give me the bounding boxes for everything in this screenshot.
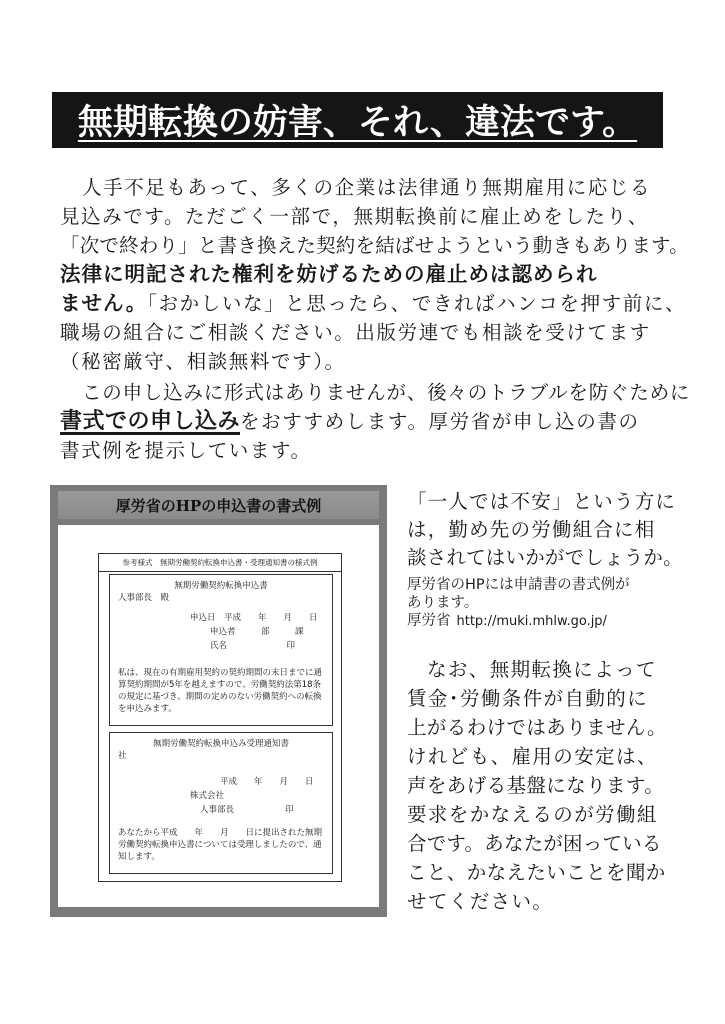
application-to: 人事部長 殿 xyxy=(118,593,170,603)
apply-paragraph xyxy=(60,378,691,465)
application-name: 氏名 印 xyxy=(210,641,296,651)
mhlw-label: 厚労省 xyxy=(407,613,451,629)
mhlw-url-link[interactable]: http://muki.mhlw.go.jp/ xyxy=(456,614,607,629)
intro-line: 「次で終わり」と書き換えた契約を結ばせようという動きもあります。 xyxy=(60,234,689,257)
intro-bold-line: 法律に明記された権利を妨げるための雇止めは認められ xyxy=(60,262,598,286)
page-title: 無期転換の妨害、それ、違法です。 xyxy=(77,102,638,143)
union-line: せてください。 xyxy=(407,890,554,913)
union-line: なお、無期転換によって xyxy=(427,658,657,681)
union-line: 賃金･労働条件が自動的に xyxy=(407,687,649,710)
notice-date: 平成 年 月 日 xyxy=(220,777,314,787)
title-banner xyxy=(52,92,663,148)
intro-line: （秘密厳守、相談無料です）。 xyxy=(60,350,346,373)
intro-line: 見込みです。ただごく一部で，無期転換前に雇止めをしたり、 xyxy=(60,205,649,228)
intro-line: 「おかしいな」と思ったら、できればハンコを押す前に、 xyxy=(147,292,687,315)
intro-bold-line: ません。 xyxy=(60,291,148,315)
intro-line: 職場の組合にご相談ください。出版労連でも相談を受けてます xyxy=(60,321,651,344)
notice-body: あなたから平成 年 月 日に提出された無期労働契約転換申込書については受理しましたので、通知します。 xyxy=(118,828,323,862)
apply-line: をおすすめします。厚労省が申し込の書の xyxy=(240,410,640,433)
sample-form xyxy=(98,553,342,882)
notice-manager: 人事部長 印 xyxy=(200,805,294,815)
union-line: 上がるわけではありません。 xyxy=(407,716,667,739)
consult-line: 「一人では不安」という方に xyxy=(407,490,677,513)
notice-company: 株式会社 xyxy=(190,791,225,801)
union-line: けれども、雇用の安定は、 xyxy=(407,745,658,768)
intro-line: 人手不足もあって、多くの企業は法律通り無期雇用に応じる xyxy=(82,176,652,199)
union-line: 声をあげる基盤になります。 xyxy=(407,774,665,797)
notice-form xyxy=(109,732,333,874)
application-form xyxy=(109,574,333,726)
application-date: 申込日 平成 年 月 日 xyxy=(190,613,318,623)
mhlw-note xyxy=(407,576,672,631)
application-title: 無期労働契約転換申込書 xyxy=(174,581,268,591)
apply-emphasis: 書式での申し込み xyxy=(60,409,241,434)
union-line: こと、かなえたいことを聞か xyxy=(407,861,666,884)
form-sample-panel xyxy=(50,485,387,917)
consult-text xyxy=(407,488,683,572)
union-line: 要求をかなえるのが労働組 xyxy=(407,803,658,826)
union-paragraph xyxy=(407,655,672,916)
notice-to: 社 xyxy=(118,751,127,761)
apply-line: この申し込みに形式はありませんが、後々のトラブルを防ぐために xyxy=(82,381,691,404)
notice-title: 無期労働契約転換申込み受理通知書 xyxy=(152,739,289,749)
form-sample-image xyxy=(58,525,379,907)
consult-column xyxy=(407,488,683,631)
consult-line: 談されてはいかがでしょうか。 xyxy=(407,546,683,569)
consult-line: は，勤め先の労働組合に相 xyxy=(407,518,656,541)
union-line: 合です。あなたが困っている xyxy=(407,832,662,855)
sample-caption: 参考様式 無期労働契約転換申込書・受理通知書の様式例 xyxy=(99,554,341,572)
form-sample-header: 厚労省のHPの申込書の書式例 xyxy=(58,491,379,519)
intro-paragraph xyxy=(60,173,689,376)
mhlw-line: あります。 xyxy=(407,595,479,611)
mhlw-line: 厚労省のHPには申請書の書式例が xyxy=(407,577,630,593)
apply-line: 書式例を提示しています。 xyxy=(60,439,312,462)
application-applicant: 申込者 部 課 xyxy=(210,627,304,637)
application-body: 私は、現在の有期雇用契約の契約期間の末日までに通算契約期間が5年を越えますので、労働契約法第18条の規定に基づき、期間の定めのない労働契約への転換を申込みます。 xyxy=(118,668,323,714)
